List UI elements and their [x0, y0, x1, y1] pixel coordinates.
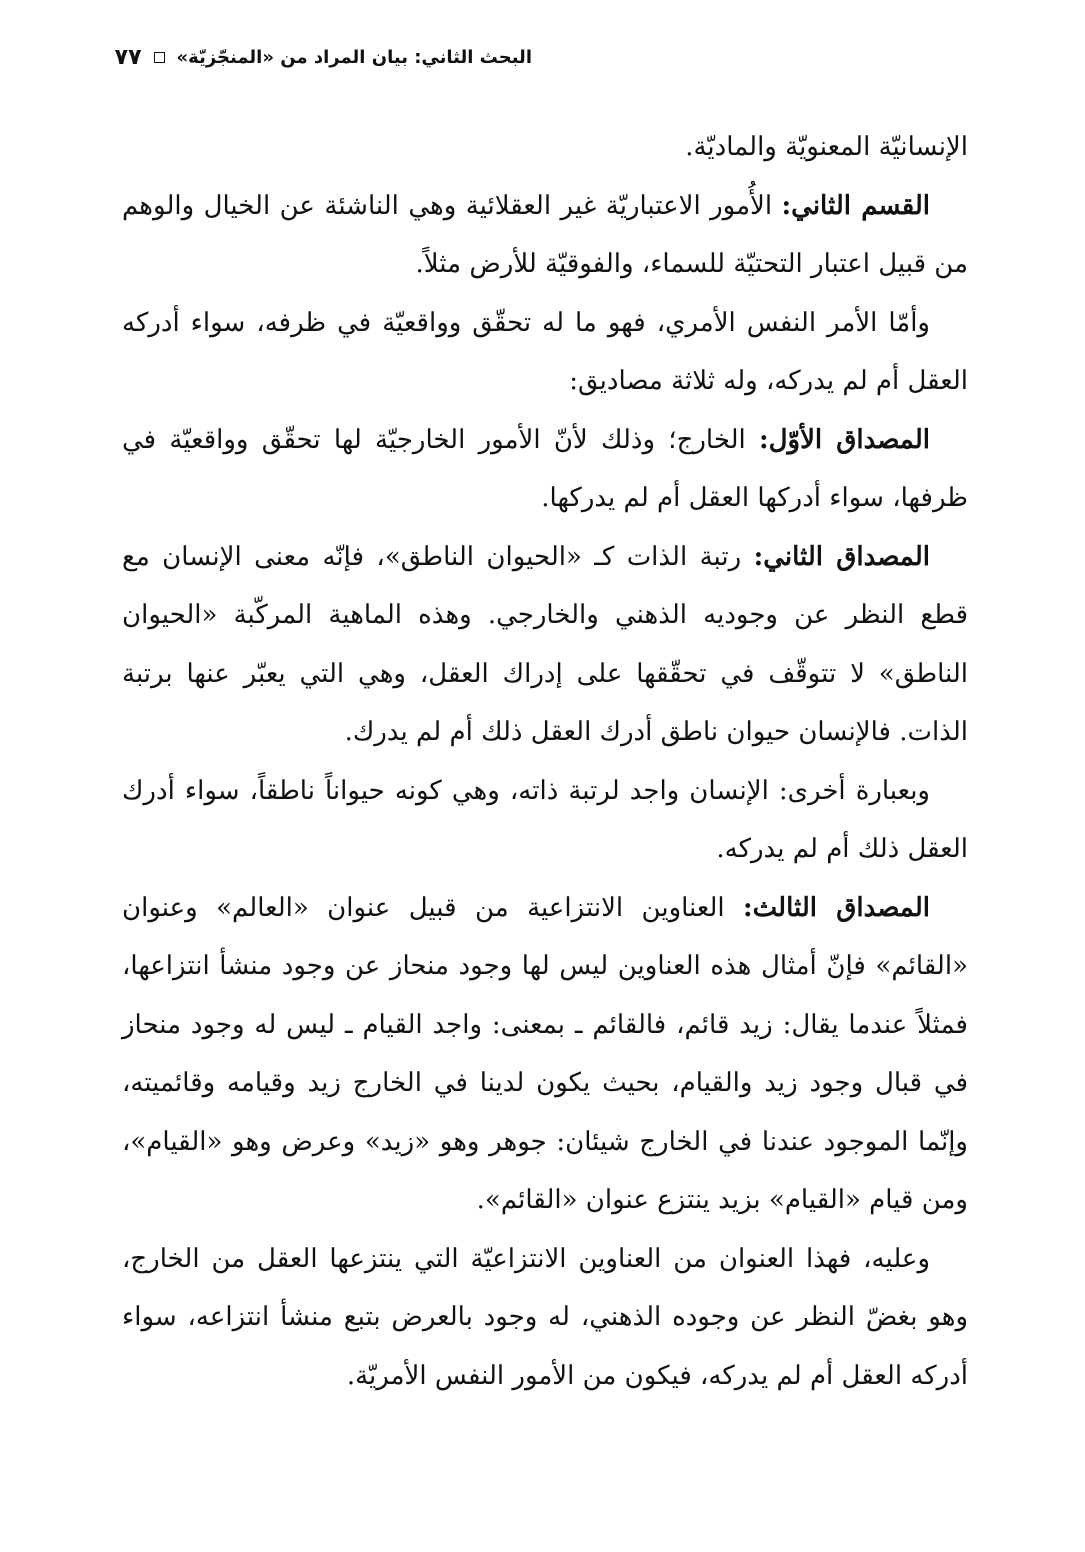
paragraph-lead: المصداق الأوّل: — [759, 424, 930, 455]
body-text — [122, 118, 968, 1405]
paragraph — [122, 762, 968, 879]
paragraph-text: الأُمور الاعتباريّة غير العقلائية وهي الناشئة عن الخيال والوهم من قبيل اعتبار التحتيّة للسماء، والفوقيّة للأرض مثلاً. — [122, 190, 968, 279]
paragraph-text: رتبة الذات كـ «الحيوان الناطق»، فإنّه معنى الإنسان مع قطع النظر عن وجوديه الذهني والخارجي. وهذه الماهية المركّبة «الحيوان الناطق» لا تتوقّف في تحقّقها على إدراك العقل، وهي التي يعبّر عنها برتبة الذات. فالإنسان حيوان ناطق أدرك العقل ذلك أم لم يدرك. — [122, 541, 968, 747]
header-title: البحث الثاني: بيان المراد من «المنجّزيّة» — [176, 46, 532, 68]
paragraph — [122, 294, 968, 411]
page-number: ٧٧ — [114, 44, 142, 70]
paragraph — [122, 1230, 968, 1406]
paragraph — [122, 118, 968, 177]
paragraph-text: العناوين الانتزاعية من قبيل عنوان «العالم» وعنوان «القائم» فإنّ أمثال هذه العناوين ليس لها وجود منحاز عن وجود منشأ انتزاعها، فمثلاً عندما يقال: زيد قائم، فالقائم ـ بمعنى: واجد القيام ـ ليس له وجود منحاز في قبال وجود زيد والقيام، بحيث يكون لدينا في الخارج زيد وقيامه وقائميته، وإنّما الموجود عندنا في الخارج شيئان: جوهر وهو «زيد» وعرض وهو «القيام»، ومن قيام «القيام» بزيد ينتزع عنوان «القائم». — [122, 892, 968, 1215]
paragraph — [122, 528, 968, 762]
paragraph-lead: المصداق الثاني: — [753, 541, 930, 572]
running-header — [112, 40, 532, 74]
paragraph-text: وبعبارة أخرى: الإنسان واجد لرتبة ذاته، وهي كونه حيواناً ناطقاً، سواء أدرك العقل ذلك أم لم يدركه. — [122, 775, 968, 864]
paragraph-text: وعليه، فهذا العنوان من العناوين الانتزاعيّة التي ينتزعها العقل من الخارج، وهو بغضّ النظر عن وجوده الذهني، له وجود بالعرض بتبع منشأ انتزاعه، سواء أدركه العقل أم لم يدركه، فيكون من الأمور النفس الأمريّة. — [122, 1243, 968, 1391]
paragraph — [122, 177, 968, 294]
paragraph-text: وأمّا الأمر النفس الأمري، فهو ما له تحقّق وواقعيّة في ظرفه، سواء أدركه العقل أم لم يدركه، وله ثلاثة مصاديق: — [122, 307, 968, 396]
paragraph-text: الإنسانيّة المعنويّة والماديّة. — [685, 132, 968, 162]
paragraph — [122, 411, 968, 528]
square-box-icon — [154, 52, 165, 63]
paragraph — [122, 879, 968, 1230]
paragraph-text: الخارج؛ وذلك لأنّ الأمور الخارجيّة لها تحقّق وواقعيّة في ظرفها، سواء أدركها العقل أم لم يدركها. — [122, 424, 968, 513]
paragraph-lead: القسم الثاني: — [781, 190, 930, 221]
paragraph-lead: المصداق الثالث: — [743, 892, 930, 923]
